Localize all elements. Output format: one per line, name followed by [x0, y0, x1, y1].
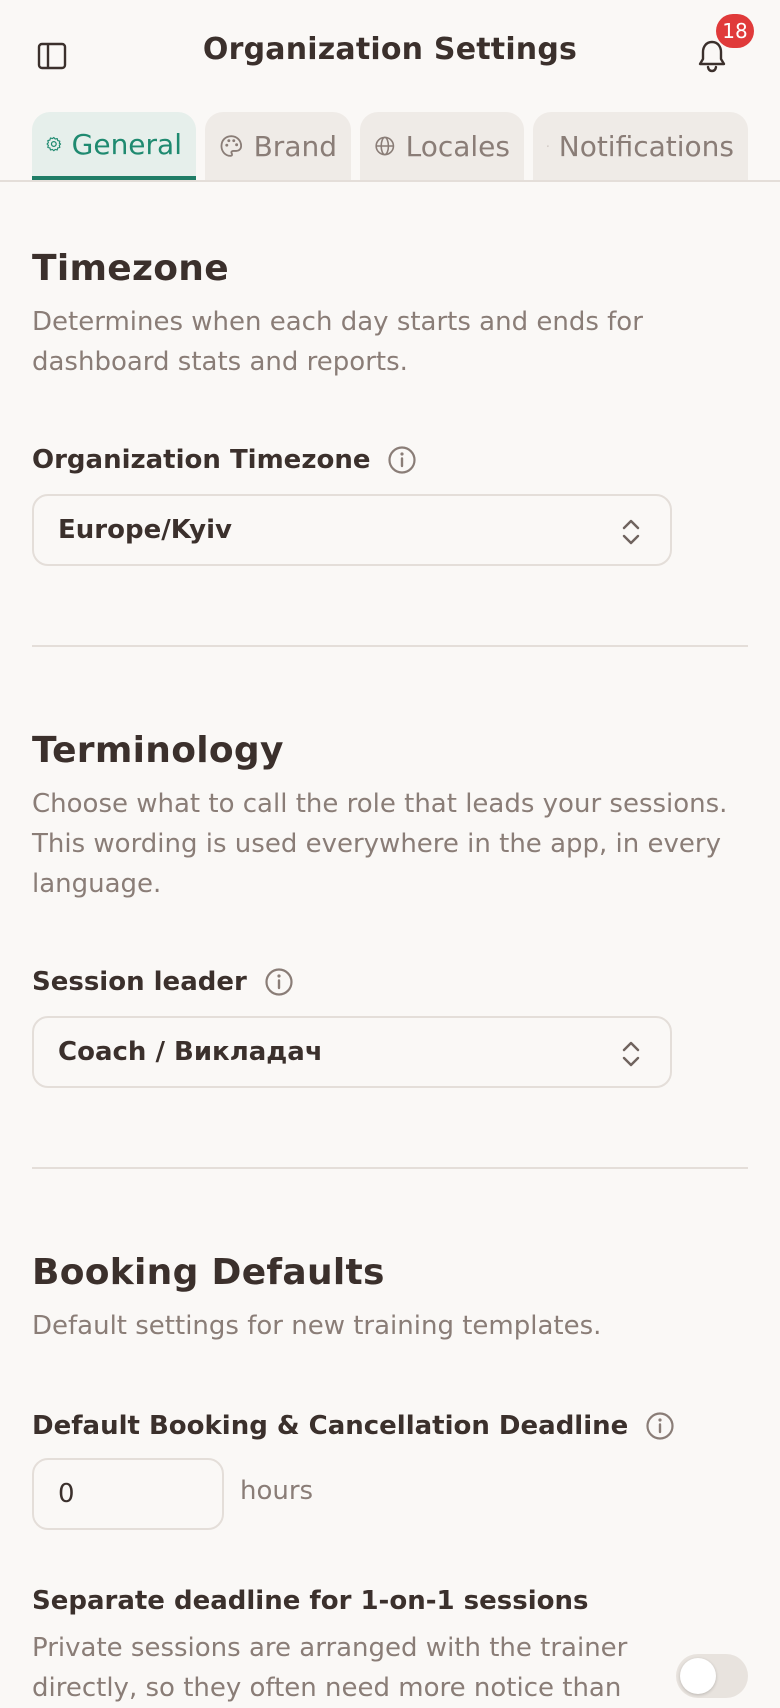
session-leader-select-value: Coach / Викладач [58, 1037, 323, 1067]
tabs-divider [0, 180, 780, 182]
section-divider [32, 645, 748, 647]
separate-deadline-toggle[interactable] [676, 1654, 748, 1698]
organization-timezone-label [32, 444, 418, 476]
tab-brand-label: Brand [253, 129, 337, 163]
tab-notifications-label: Notifications [558, 129, 734, 163]
tab-locales[interactable] [360, 112, 524, 180]
tab-locales-label: Locales [405, 129, 510, 163]
chevron-up-down-icon [618, 1036, 644, 1072]
tab-general-label: General [71, 127, 182, 161]
separate-deadline-label [32, 1586, 588, 1616]
timezone-section-title: Timezone [32, 248, 229, 289]
separate-deadline-label-text: Separate deadline for 1-on-1 sessions [32, 1586, 589, 1616]
gear-icon [46, 129, 62, 159]
info-icon[interactable] [263, 966, 295, 998]
timezone-select[interactable] [32, 494, 672, 566]
booking-deadline-label-text: Default Booking & Cancellation Deadline [32, 1411, 629, 1441]
terminology-section-description: Choose what to call the role that leads your sessions. This wording is used everywhere in the app, in every language. [32, 789, 728, 899]
settings-tabs [32, 112, 748, 180]
page-title: Organization Settings [202, 32, 578, 67]
session-leader-label-text: Session leader [32, 967, 247, 997]
info-icon[interactable] [644, 1410, 676, 1442]
notification-count-badge: 18 [716, 14, 754, 48]
session-leader-select[interactable] [32, 1016, 672, 1088]
globe-icon [374, 131, 396, 161]
booking-deadline-label [32, 1410, 676, 1442]
info-icon[interactable] [386, 444, 418, 476]
booking-defaults-section-description: Default settings for new training templates. [32, 1311, 602, 1341]
palette-icon [219, 131, 244, 161]
toggle-knob [680, 1658, 716, 1694]
tab-notifications[interactable] [533, 112, 748, 180]
bell-icon [547, 131, 549, 161]
terminology-section-title: Terminology [32, 730, 284, 771]
booking-deadline-hours-input[interactable] [32, 1458, 224, 1530]
booking-defaults-section-title: Booking Defaults [32, 1252, 385, 1293]
hours-unit-label: hours [240, 1476, 314, 1506]
tab-general[interactable] [32, 112, 196, 180]
tab-brand[interactable] [205, 112, 351, 180]
organization-timezone-label-text: Organization Timezone [32, 445, 371, 475]
section-divider [32, 1167, 748, 1169]
separate-deadline-description: Private sessions are arranged with the trainer directly, so they often need more notice than [32, 1633, 628, 1703]
timezone-select-value: Europe/Kyiv [58, 515, 232, 545]
timezone-section-description: Determines when each day starts and ends for dashboard stats and reports. [32, 307, 643, 377]
app-header [0, 0, 780, 112]
chevron-up-down-icon [618, 514, 644, 550]
session-leader-label [32, 966, 295, 998]
